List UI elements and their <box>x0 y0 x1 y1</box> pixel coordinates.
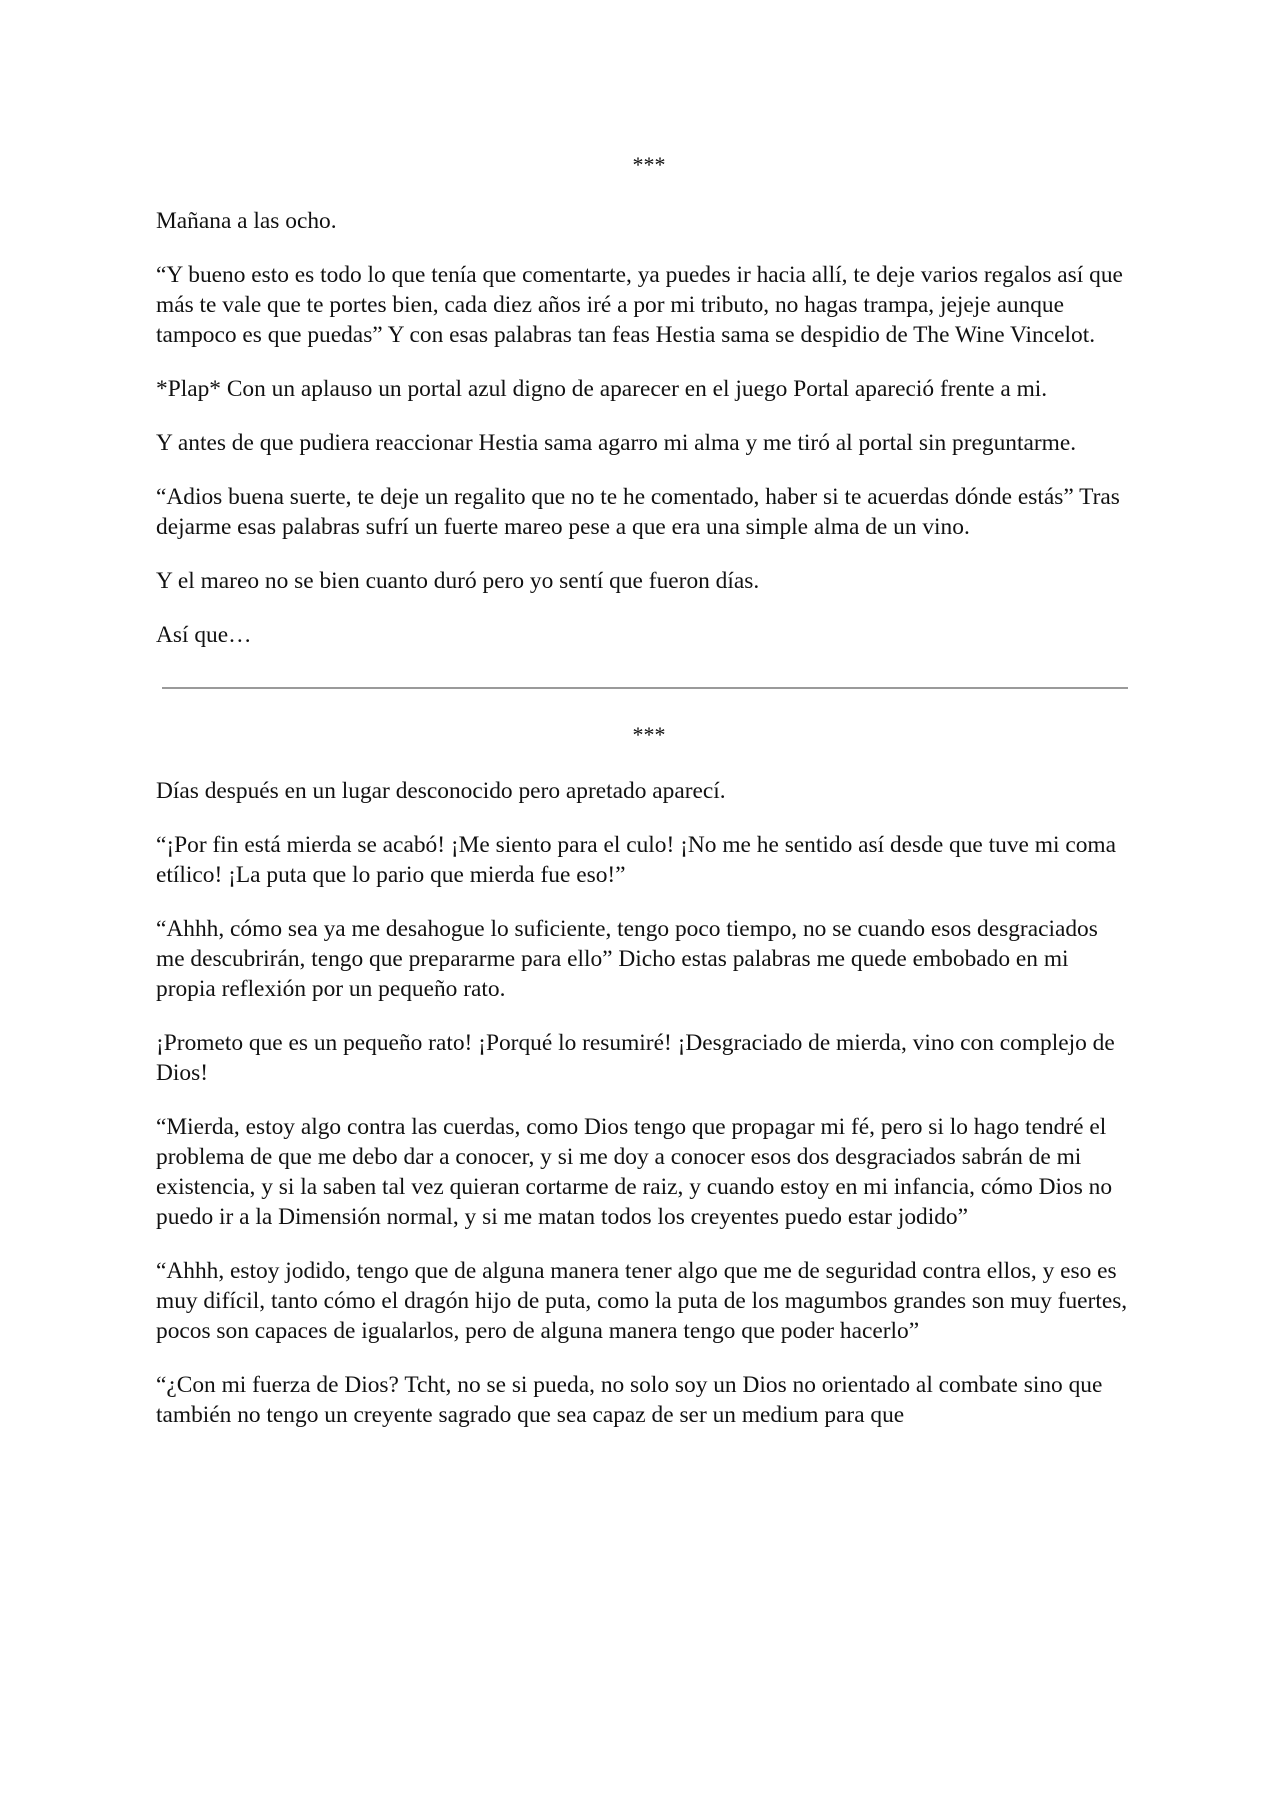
paragraph: Mañana a las ocho. <box>156 208 337 234</box>
paragraph: Y antes de que pudiera reaccionar Hestia sama agarro mi alma y me tiró al portal sin preguntarme. <box>156 430 1077 456</box>
paragraph: “¿Con mi fuerza de Dios? Tcht, no se si pueda, no solo soy un Dios no orientado al combate sino que también no tengo un creyente sagrado que sea capaz de ser un medium para que <box>156 1372 1103 1428</box>
paragraph: “Mierda, estoy algo contra las cuerdas, como Dios tengo que propagar mi fé, pero si lo hago tendré el problema de que me debo dar a conocer, y si me doy a conocer esos dos desgraciados sabrán de mi existencia, y si la saben tal vez quieran cortarme de raiz, y cuando estoy en mi infancia, cómo Dios no puedo ir a la Dimensión normal, y si me matan todos los creyentes puedo estar jodido” <box>156 1114 1113 1230</box>
paragraph: Y el mareo no se bien cuanto duró pero yo sentí que fueron días. <box>156 568 760 594</box>
paragraph: ¡Prometo que es un pequeño rato! ¡Porqué lo resumiré! ¡Desgraciado de mierda, vino con complejo de Dios! <box>156 1030 1115 1086</box>
paragraph: Días después en un lugar desconocido pero apretado aparecí. <box>156 778 726 804</box>
paragraph: “Y bueno esto es todo lo que tenía que comentarte, ya puedes ir hacia allí, te deje varios regalos así que más te vale que te portes bien, cada diez años iré a por mi tributo, no hagas trampa, jejeje aunque tampoco es que puedas” Y con esas palabras tan feas Hestia sama se despidio de The Wine Vincelot. <box>156 262 1123 348</box>
section-separator: *** <box>632 152 666 177</box>
paragraph: “¡Por fin está mierda se acabó! ¡Me siento para el culo! ¡No me he sentido así desde que tuve mi coma etílico! ¡La puta que lo pario que mierda fue eso!” <box>156 832 1116 888</box>
paragraph: “Ahhh, estoy jodido, tengo que de alguna manera tener algo que me de seguridad contra ellos, y eso es muy difícil, tanto cómo el dragón hijo de puta, como la puta de los magumbos grandes son muy fuertes, pocos son capaces de igualarlos, pero de alguna manera tengo que poder hacerlo” <box>156 1258 1128 1344</box>
paragraph: *Plap* Con un aplauso un portal azul digno de aparecer en el juego Portal apareció frente a mi. <box>156 376 1048 402</box>
paragraph: Así que… <box>156 622 252 648</box>
document-page <box>156 150 1128 1454</box>
section-separator: *** <box>632 722 666 747</box>
paragraph: “Ahhh, cómo sea ya me desahogue lo suficiente, tengo poco tiempo, no se cuando esos desgraciados me descubrirán, tengo que prepararme para ello” Dicho estas palabras me quede embobado en mi propia reflexión por un pequeño rato. <box>156 916 1098 1002</box>
paragraph: “Adios buena suerte, te deje un regalito que no te he comentado, haber si te acuerdas dónde estás” Tras dejarme esas palabras sufrí un fuerte mareo pese a que era una simple alma de un vino. <box>156 484 1120 540</box>
